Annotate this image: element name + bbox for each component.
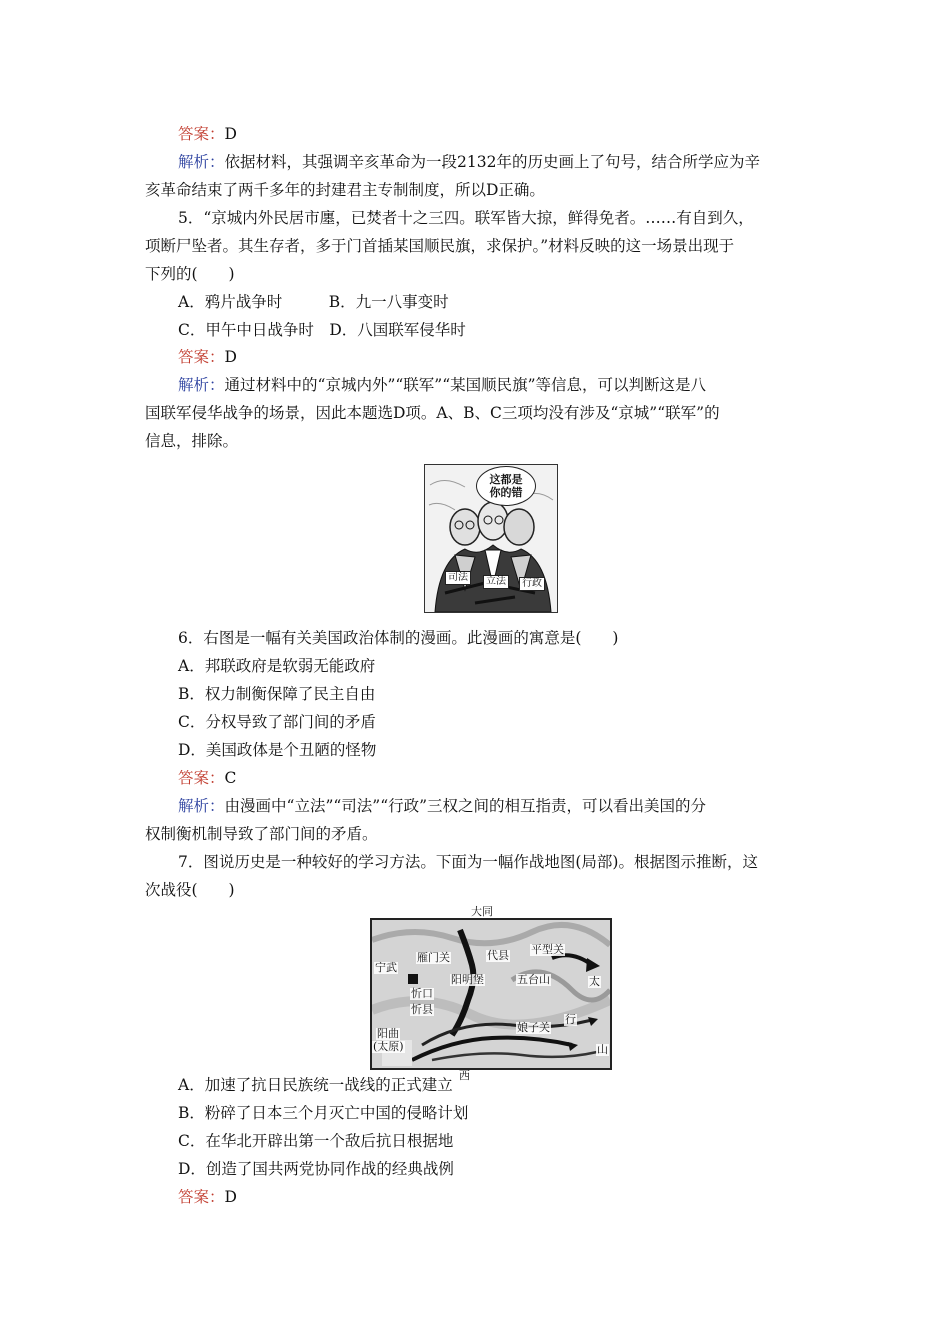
- text-line: 权制衡机制导致了部门间的矛盾。: [145, 825, 378, 843]
- cartoon-label-legislative: 立法: [483, 575, 509, 589]
- option-line: A．邦联政府是软弱无能政府: [178, 657, 376, 675]
- text-line: 信息，排除。: [145, 432, 239, 450]
- map-label-pingxingguan: 平型关: [531, 943, 564, 956]
- cartoon-label-executive: 行政: [519, 577, 545, 591]
- map-label-daixian: 代县: [487, 949, 509, 962]
- text-line: 次战役( ): [145, 881, 235, 899]
- map-label-niangziguan: 娘子关: [517, 1021, 550, 1034]
- map-label-xinkou: 忻口: [411, 987, 433, 1000]
- map-label-taiyuan: (太原): [373, 1040, 404, 1053]
- answer-label: 答案：: [178, 769, 225, 787]
- answer-label: 答案：: [178, 1188, 225, 1206]
- question-7: 7．图说历史是一种较好的学习方法。下面为一幅作战地图(局部)。根据图示推断，这: [178, 853, 758, 871]
- map-label-yangqu: 阳曲: [377, 1027, 399, 1040]
- text-line: 项断尸坠者。其生存者，多于门首插某国顺民旗，求保护。”材料反映的这一场景出现于: [145, 237, 735, 255]
- option-line: A．加速了抗日民族统一战线的正式建立: [178, 1076, 453, 1094]
- map-label-xinxian: 忻县: [411, 1003, 433, 1016]
- map-label-wutaishan: 五台山: [517, 973, 550, 986]
- map-frame: [370, 918, 612, 1070]
- answer-label: 答案：: [178, 125, 225, 143]
- option-line: C．在华北开辟出第一个敌后抗日根据地: [178, 1132, 454, 1150]
- text-line: 下列的( ): [145, 265, 235, 283]
- map-label-datong: 大同: [471, 905, 493, 918]
- map-label-ningwu: 宁武: [375, 961, 397, 974]
- option-line: D．创造了国共两党协同作战的经典战例: [178, 1160, 454, 1178]
- cartoon-label-judicial: 司法: [445, 571, 471, 585]
- analysis-label: 解析：: [178, 376, 225, 394]
- analysis-line: 解析：由漫画中“立法”“司法”“行政”三权之间的相互指责，可以看出美国的分: [178, 797, 707, 815]
- answer-line: 答案：D: [178, 125, 237, 143]
- map-label-xi: 西: [459, 1069, 470, 1082]
- map-label-shan: 山: [597, 1043, 608, 1056]
- answer-label: 答案：: [178, 348, 225, 366]
- option-line: A．鸦片战争时 B．九一八事变时: [178, 293, 449, 311]
- text-line: 亥革命结束了两千多年的封建君主专制制度，所以D正确。: [145, 181, 545, 199]
- option-line: B．粉碎了日本三个月灭亡中国的侵略计划: [178, 1104, 469, 1122]
- map-label-yangmingbao: 阳明堡: [451, 973, 484, 986]
- battle-map: [356, 904, 628, 1082]
- answer-line: 答案：D: [178, 348, 237, 366]
- analysis-line: 解析：依据材料，其强调辛亥革命为一段2132年的历史画上了句号，结合所学应为辛: [178, 153, 760, 171]
- option-line: C．分权导致了部门间的矛盾: [178, 713, 376, 731]
- speech-bubble: 这都是 你的错: [476, 466, 536, 506]
- map-drawing: [372, 920, 610, 1068]
- question-6: 6．右图是一幅有关美国政治体制的漫画。此漫画的寓意是( ): [178, 629, 619, 647]
- answer-line: 答案：D: [178, 1188, 237, 1206]
- map-label-yanmenguan: 雁门关: [417, 951, 450, 964]
- option-line: B．权力制衡保障了民主自由: [178, 685, 376, 703]
- option-line: D．美国政体是个丑陋的怪物: [178, 741, 377, 759]
- question-5: 5．“京城内外民居市廛，已焚者十之三四。联军皆大掠，鲜得免者。……有自到久，: [178, 209, 754, 227]
- option-line: C．甲午中日战争时 D．八国联军侵华时: [178, 321, 466, 339]
- answer-line: 答案：C: [178, 769, 237, 787]
- analysis-label: 解析：: [178, 153, 225, 171]
- analysis-line: 解析：通过材料中的“京城内外”“联军”“某国顺民旗”等信息，可以判断这是八: [178, 376, 707, 394]
- map-label-xing: 行: [565, 1013, 576, 1026]
- text-line: 国联军侵华战争的场景，因此本题选D项。A、B、C三项均没有涉及“京城”“联军”的: [145, 404, 720, 422]
- map-label-tai: 太: [589, 975, 600, 988]
- analysis-label: 解析：: [178, 797, 225, 815]
